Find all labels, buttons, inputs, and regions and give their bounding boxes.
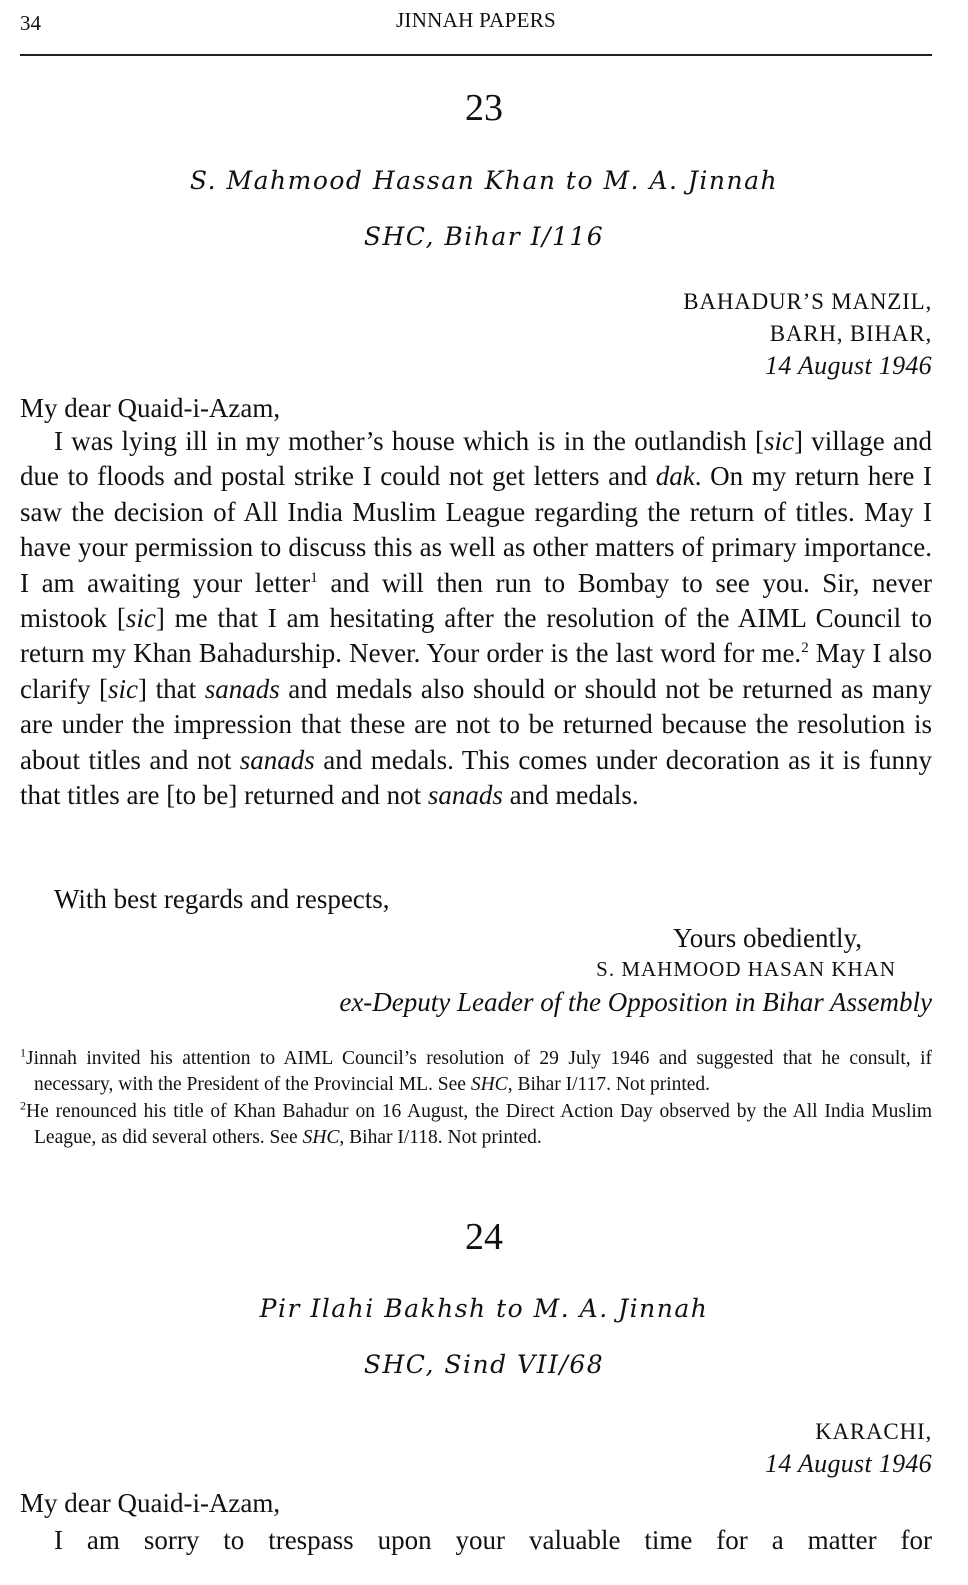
running-head: JINNAH PAPERS bbox=[395, 8, 557, 32]
footnote-1 bbox=[20, 1046, 932, 1098]
letter-body-24 bbox=[20, 1523, 932, 1558]
signatory-role: ex-Deputy Leader of the Opposition in Bihar Assembly bbox=[339, 987, 932, 1017]
salutation-24: My dear Quaid-i-Azam, bbox=[20, 1488, 281, 1518]
address-line-1: BAHADUR’S MANZIL, bbox=[683, 289, 932, 314]
italic-text: sanads bbox=[239, 744, 315, 775]
document-reference-24: SHC, Sind VII/68 bbox=[363, 1350, 605, 1379]
text-run: He renounced his title of Khan Bahadur on 16 August, the Direct Action Day observed by the All India Muslim League, as did several others. See bbox=[26, 1101, 932, 1148]
letter-date-23: 14 August 1946 bbox=[765, 351, 932, 380]
text-run: [ bbox=[755, 426, 764, 456]
document-title-24: Pir Ilahi Bakhsh to M. A. Jinnah bbox=[259, 1294, 709, 1323]
text-run: . On my return here I saw the decision of All India Muslim League regarding the return of titles. May I have your permission to discuss this as well as other matters of primary importance. I am awaiting your letter bbox=[20, 461, 932, 598]
italic-text: SHC bbox=[302, 1127, 340, 1148]
sign-off: Yours obediently, bbox=[672, 923, 862, 953]
page-header bbox=[20, 8, 932, 48]
italic-text: sic bbox=[764, 426, 794, 456]
document-number-23: 23 bbox=[465, 87, 503, 129]
address-line-1: KARACHI, bbox=[815, 1419, 932, 1444]
letter-date-24: 14 August 1946 bbox=[765, 1449, 932, 1478]
footnote-marker: 2 bbox=[801, 640, 809, 657]
signature-block-23 bbox=[339, 922, 932, 1019]
italic-text: sanads bbox=[204, 673, 280, 704]
italic-text: sic bbox=[125, 603, 156, 634]
italic-text: SHC bbox=[470, 1074, 508, 1095]
header-rule bbox=[20, 54, 932, 56]
italic-text: sanads bbox=[427, 780, 503, 811]
closing-23: With best regards and respects, bbox=[54, 884, 390, 914]
salutation-23: My dear Quaid-i-Azam, bbox=[20, 393, 281, 423]
sender-address-24 bbox=[765, 1416, 932, 1480]
footnote-number: 1 bbox=[20, 1045, 26, 1060]
page-number: 34 bbox=[20, 11, 41, 35]
body-paragraph-23 bbox=[20, 424, 932, 813]
text-run: I was lying ill in my mother’s house which is in the outlandish bbox=[54, 426, 755, 456]
text-run: Jinnah invited his attention to AIML Council’s resolution of 29 July 1946 and suggested that he consult, if necessary, with the President of the Provincial ML. See bbox=[26, 1048, 932, 1095]
text-run: , Bihar I/118. Not printed. bbox=[339, 1127, 542, 1148]
text-run: and medals. bbox=[502, 780, 639, 811]
italic-text: sic bbox=[108, 673, 139, 704]
footnote-number: 2 bbox=[20, 1098, 26, 1113]
text-run: ] me that I am hesitating after the resolution of the AIML Council to return my Khan Bahadurship. Never. Your order is the last word for me. bbox=[20, 603, 932, 669]
signatory-name: S. MAHMOOD HASAN KHAN bbox=[596, 957, 896, 981]
text-run: and medals also should or should not be returned as many are under the impression that these are not to be returned because the resolution is about titles and not bbox=[20, 673, 932, 775]
sender-address-23 bbox=[683, 286, 932, 382]
footnotes-23 bbox=[20, 1046, 932, 1152]
document-reference-23: SHC, Bihar I/116 bbox=[363, 222, 605, 251]
text-run: ] village and due to floods and postal strike I could not get letters and bbox=[20, 426, 932, 492]
text-run: ] that bbox=[138, 673, 205, 704]
text-run: and medals. This comes under decoration as it is funny that titles are [to be] returned and not bbox=[20, 744, 932, 811]
text-run: and will then run to Bombay to see you. Sir, never mistook [ bbox=[20, 567, 933, 634]
document-title-23: S. Mahmood Hassan Khan to M. A. Jinnah bbox=[189, 166, 779, 195]
footnote-2 bbox=[20, 1099, 932, 1151]
body-paragraph-24: I am sorry to trespass upon your valuable time for a matter for bbox=[54, 1525, 932, 1555]
italic-text: dak bbox=[655, 461, 695, 492]
document-number-24: 24 bbox=[465, 1216, 503, 1258]
text-run: May I also clarify [ bbox=[20, 638, 932, 704]
address-line-2: BARH, BIHAR, bbox=[769, 321, 932, 346]
text-run: , Bihar I/117. Not printed. bbox=[507, 1074, 711, 1095]
footnote-marker: 1 bbox=[310, 569, 318, 586]
letter-body-23 bbox=[20, 424, 932, 813]
